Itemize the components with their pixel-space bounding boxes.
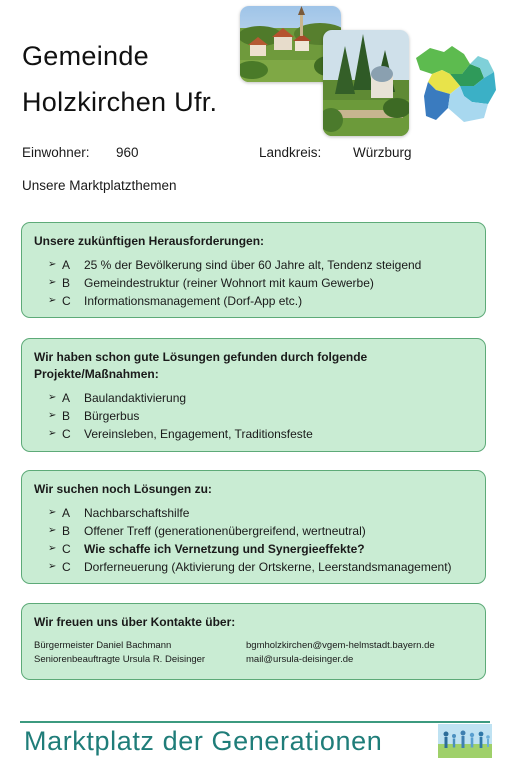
einwohner-value: 960 — [116, 145, 139, 160]
list-item — [48, 389, 473, 407]
item-letter: C — [62, 294, 71, 308]
solutions-title-line1: Wir haben schon gute Lösungen gefunden durch folgende — [34, 350, 368, 364]
list-item — [48, 425, 473, 443]
list-item — [48, 540, 473, 558]
arrow-bullet-icon: ➢ — [48, 277, 57, 288]
list-item — [48, 504, 473, 522]
list-item — [48, 274, 473, 292]
landkreis-value: Würzburg — [353, 145, 412, 160]
item-letter: B — [62, 524, 71, 538]
page-title-line1: Gemeinde — [22, 41, 149, 71]
item-letter: B — [62, 276, 71, 290]
item-text: Baulandaktivierung — [84, 391, 187, 405]
contacts-box — [21, 603, 486, 680]
list-item — [48, 522, 473, 540]
solutions-box — [21, 338, 486, 452]
challenges-box — [21, 222, 486, 318]
challenges-title: Unsere zukünftigen Herausforderungen: — [34, 234, 265, 248]
seeking-box — [21, 470, 486, 584]
seeking-title: Wir suchen noch Lösungen zu: — [34, 482, 212, 496]
contacts-table — [34, 639, 473, 667]
einwohner-label: Einwohner: — [22, 145, 90, 160]
list-item — [48, 256, 473, 274]
list-item — [48, 292, 473, 310]
arrow-bullet-icon: ➢ — [48, 295, 57, 306]
arrow-bullet-icon: ➢ — [48, 410, 57, 421]
footer-divider — [20, 721, 490, 723]
landkreis-label: Landkreis: — [259, 145, 322, 160]
footer-title: Marktplatz der Generationen — [24, 726, 383, 756]
item-text: Bürgerbus — [84, 409, 140, 423]
park-photo — [323, 30, 409, 136]
contact-email-senior-officer[interactable]: mail@ursula-deisinger.de — [246, 654, 354, 665]
item-text: Nachbarschaftshilfe — [84, 506, 190, 520]
item-text: Vereinsleben, Engagement, Traditionsfeste — [84, 427, 313, 441]
list-item — [48, 407, 473, 425]
generations-people-icon — [438, 724, 492, 758]
arrow-bullet-icon: ➢ — [48, 392, 57, 403]
contacts-title: Wir freuen uns über Kontakte über: — [34, 615, 236, 629]
item-letter: B — [62, 409, 71, 423]
item-letter: A — [62, 258, 71, 272]
page-title-line2: Holzkirchen Ufr. — [22, 87, 218, 117]
arrow-bullet-icon: ➢ — [48, 525, 57, 536]
list-item — [48, 558, 473, 576]
contact-email-mayor[interactable]: bgmholzkirchen@vgem-helmstadt.bayern.de — [246, 640, 435, 651]
item-letter: C — [62, 427, 71, 441]
item-letter: A — [62, 391, 71, 405]
item-text: Offener Treff (generationenübergreifend, wertneutral) — [84, 524, 366, 538]
item-letter: A — [62, 506, 71, 520]
arrow-bullet-icon: ➢ — [48, 259, 57, 270]
arrow-bullet-icon: ➢ — [48, 561, 57, 572]
item-text: 25 % der Bevölkerung sind über 60 Jahre alt, Tendenz steigend — [84, 258, 422, 272]
item-text: Gemeindestruktur (reiner Wohnort mit kaum Gewerbe) — [84, 276, 374, 290]
contact-person-senior-officer: Seniorenbeauftragte Ursula R. Deisinger — [34, 654, 206, 665]
arrow-bullet-icon: ➢ — [48, 543, 57, 554]
item-letter: C — [62, 560, 71, 574]
solutions-title — [34, 349, 473, 383]
solutions-title-line2: Projekte/Maßnahmen: — [34, 367, 159, 381]
arrow-bullet-icon: ➢ — [48, 428, 57, 439]
contact-person-mayor: Bürgermeister Daniel Bachmann — [34, 640, 172, 651]
section-subtitle: Unsere Marktplatzthemen — [22, 178, 177, 193]
bavaria-map-icon — [414, 44, 496, 124]
arrow-bullet-icon: ➢ — [48, 507, 57, 518]
item-text: Dorferneuerung (Aktivierung der Ortskerne, Leerstandsmanagement) — [84, 560, 452, 574]
item-letter: C — [62, 542, 71, 556]
item-text: Wie schaffe ich Vernetzung und Synergieeffekte? — [84, 542, 365, 556]
item-text: Informationsmanagement (Dorf-App etc.) — [84, 294, 303, 308]
